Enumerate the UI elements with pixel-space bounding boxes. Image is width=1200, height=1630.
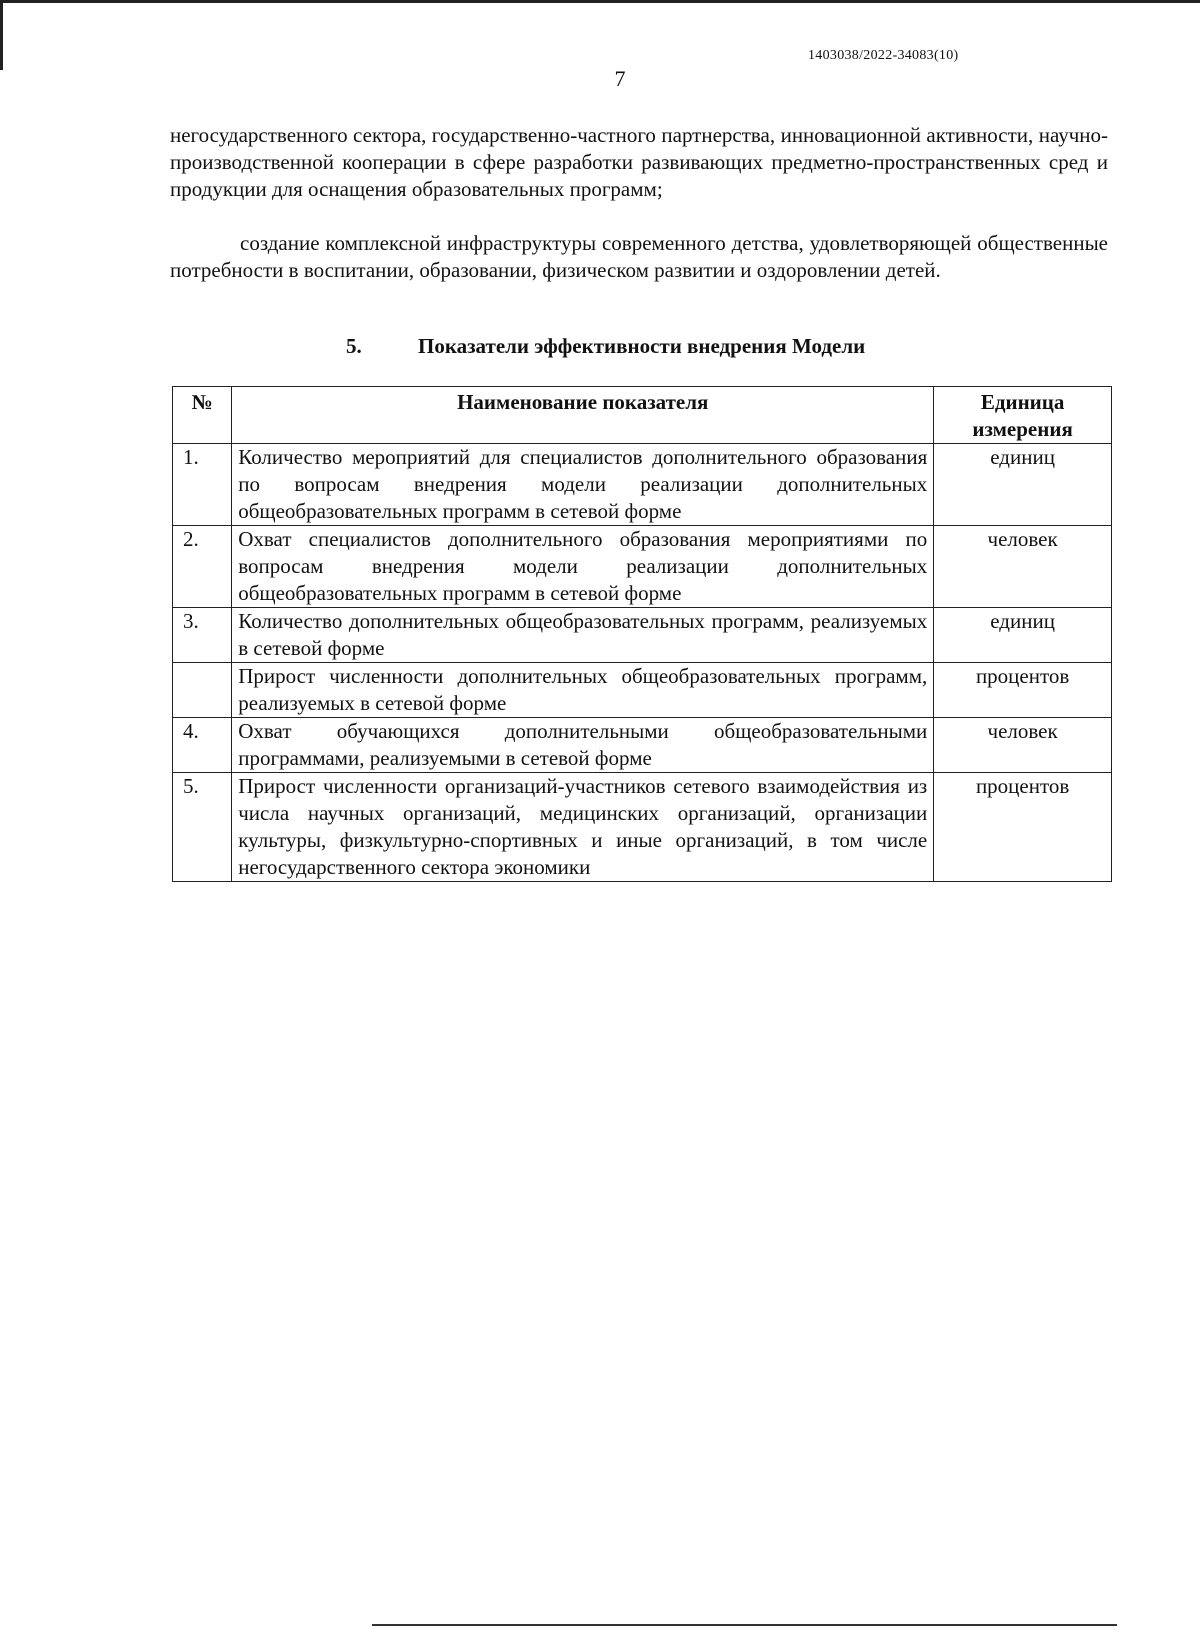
row-number: 5. [173,773,232,882]
row-indicator-name: Прирост численности дополнительных общеобразовательных программ, реализуемых в сетевой форме [232,663,934,718]
indicators-table [172,386,1112,882]
row-number: 2. [173,526,232,608]
table-row [173,526,1112,608]
row-unit: единиц [934,608,1112,663]
row-unit: человек [934,718,1112,773]
row-indicator-name: Охват обучающихся дополнительными общеобразовательными программами, реализуемыми в сетевой форме [232,718,934,773]
row-indicator-name: Количество мероприятий для специалистов дополнительного образования по вопросам внедрения модели реализации дополнительных общеобразовательных программ в сетевой форме [232,444,934,526]
row-number: 4. [173,718,232,773]
scan-bottom-line [372,1624,1117,1626]
row-unit: единиц [934,444,1112,526]
row-indicator-name: Охват специалистов дополнительного образования мероприятиями по вопросам внедрения модели реализации дополнительных общеобразовательных программ в сетевой форме [232,526,934,608]
header-num: № [173,387,232,444]
row-number: 3. [173,608,232,663]
table-row [173,773,1112,882]
row-unit: человек [934,526,1112,608]
scan-corner-mark [0,0,3,70]
header-unit: Единица измерения [934,387,1112,444]
section-heading [346,334,865,359]
table-row [173,608,1112,663]
table-row [173,663,1112,718]
table-row [173,444,1112,526]
row-unit: процентов [934,663,1112,718]
header-name: Наименование показателя [232,387,934,444]
row-number [173,663,232,718]
document-id: 1403038/2022-34083(10) [808,48,959,63]
row-number: 1. [173,444,232,526]
row-indicator-name: Количество дополнительных общеобразовательных программ, реализуемых в сетевой форме [232,608,934,663]
body-paragraph-1: негосударственного сектора, государственно-частного партнерства, инновационной активности, научно-производственной кооперации в сфере разработки развивающих предметно-пространственных сред и продукции для оснащения образовательных программ; [170,123,1108,201]
section-number: 5. [346,334,362,358]
body-paragraph-2: создание комплексной инфраструктуры современного детства, удовлетворяющей общественные потребности в воспитании, образовании, физическом развитии и оздоровлении детей. [170,231,1108,282]
page-number: 7 [614,66,626,91]
table-row [173,718,1112,773]
table-header-row [173,387,1112,444]
row-indicator-name: Прирост численности организаций-участников сетевого взаимодействия из числа научных организаций, медицинских организаций, организации культуры, физкультурно-спортивных и иные организаций, в том числе негосударственного сектора экономики [232,773,934,882]
section-title: Показатели эффективности внедрения Модели [418,334,866,358]
row-unit: процентов [934,773,1112,882]
scan-top-edge [0,0,1200,3]
